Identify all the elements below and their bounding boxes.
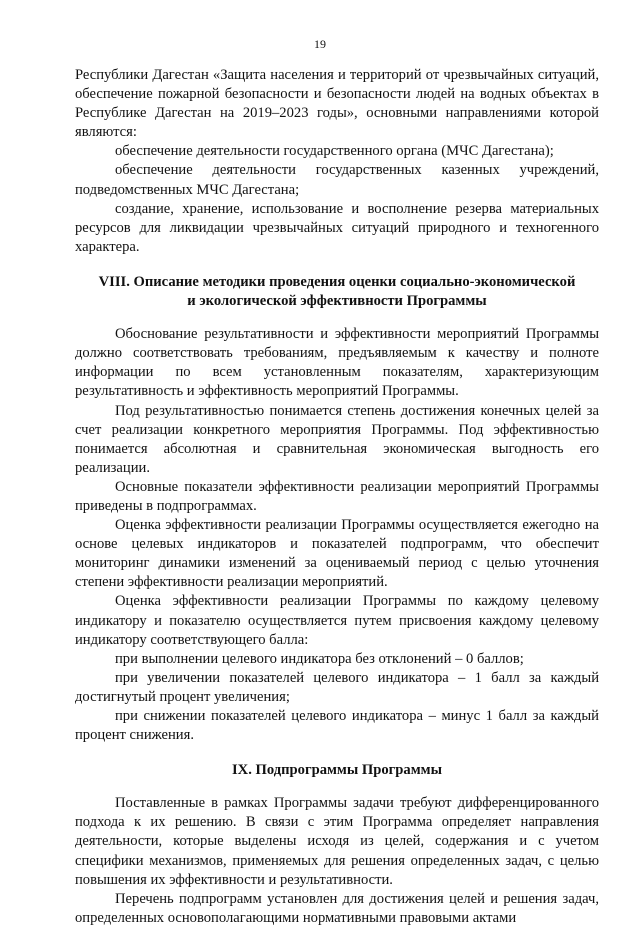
page-number: 19 <box>314 37 326 51</box>
document-body <box>75 66 599 928</box>
paragraph-list-item: создание, хранение, использование и восполнение резерва материальных ресурсов для ликвидации чрезвычайных ситуаций природного и техногенного характера. <box>75 200 599 255</box>
section-8-title-line-1: VIII. Описание методики проведения оценки социально-экономической <box>98 273 576 290</box>
section-8-paragraph: Основные показатели эффективности реализации мероприятий Программы приведены в подпрограммах. <box>75 478 599 514</box>
section-8-paragraph: при выполнении целевого индикатора без отклонений – 0 баллов; <box>115 650 524 667</box>
section-8-title-line-2: и экологической эффективности Программы <box>187 293 487 310</box>
section-8-paragraph: при снижении показателей целевого индикатора – минус 1 балл за каждый процент снижения. <box>75 708 599 744</box>
section-9-paragraph: Перечень подпрограмм установлен для достижения целей и решения задач, определенных основополагающими нормативными правовыми актами <box>75 890 599 926</box>
section-8-paragraph: Оценка эффективности реализации Программы по каждому целевому индикатору и показателю осуществляется путем присвоения каждому целевому индикатору соответствующего балла: <box>75 593 599 648</box>
section-9-paragraph: Поставленные в рамках Программы задачи требуют дифференцированного подхода к их решению. В связи с этим Программа определяет направления деятельности, которые выделены исходя из целей, содержания и с учетом специфики механизмов, применяемых для решения определенных задач, с целью повышения их эффективности и результативности. <box>75 795 599 888</box>
section-9-title: IX. Подпрограммы Программы <box>232 762 442 779</box>
section-8-paragraph: Под результативностью понимается степень достижения конечных целей за счет реализации конкретного мероприятия Программы. Под эффективностью понимается абсолютная и сравнительная экономическая выгодность его реализации. <box>75 402 599 476</box>
paragraph-list-item: обеспечение деятельности государственного органа (МЧС Дагестана); <box>115 143 554 160</box>
section-8-heading <box>75 273 599 311</box>
section-8-paragraph: Оценка эффективности реализации Программы осуществляется ежегодно на основе целевых индикаторов и показателей подпрограмм, что обеспечит мониторинг динамики изменений за оцениваемый период с целью уточнения степени эффективности реализации мероприятий. <box>75 517 599 591</box>
section-8-paragraph: Обоснование результативности и эффективности мероприятий Программы должно соответствовать требованиям, предъявляемым к качеству и полноте информации по всем установленным показателям, характеризующим результативность и эффективность мероприятий Программы. <box>75 326 599 400</box>
paragraph-continuation: Республики Дагестан «Защита населения и территорий от чрезвычайных ситуаций, обеспечение пожарной безопасности и безопасности людей на водных объектах в Республике Дагестан на 2019–2023 годы», основными направлениями которой являются: <box>75 67 599 141</box>
paragraph-list-item: обеспечение деятельности государственных казенных учреждений, подведомственных МЧС Дагестана; <box>75 162 599 198</box>
section-8-paragraph: при увеличении показателей целевого индикатора – 1 балл за каждый достигнутый процент увеличения; <box>75 669 599 705</box>
section-9-heading <box>75 761 599 780</box>
